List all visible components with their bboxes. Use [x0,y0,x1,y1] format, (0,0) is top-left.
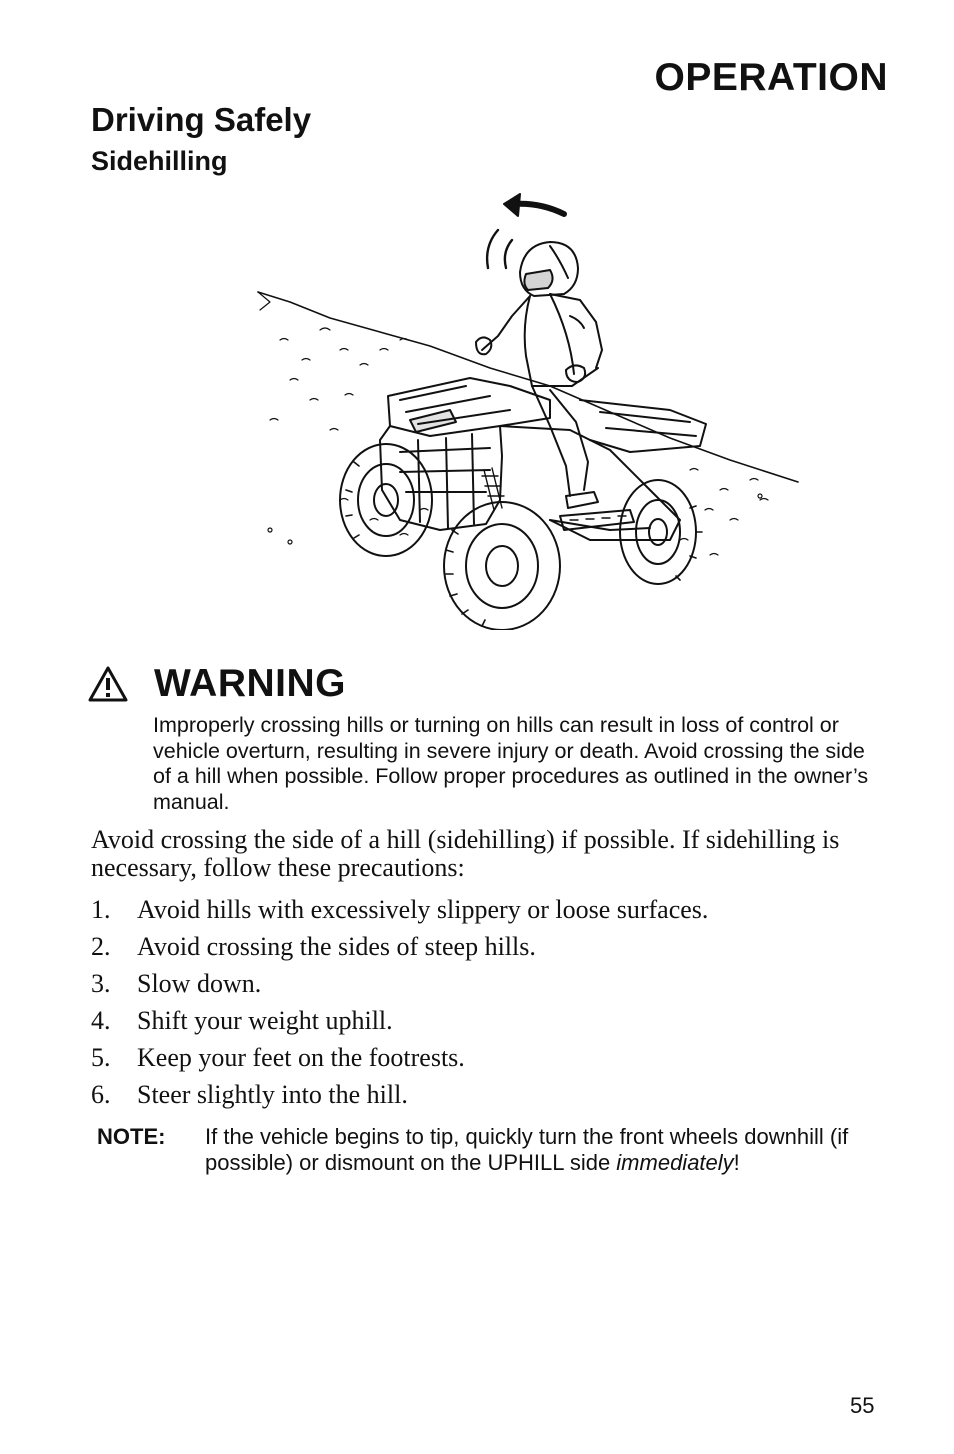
page-subheading: Sidehilling [91,146,228,176]
list-item [91,895,881,932]
list-item-number: 6. [91,1080,111,1109]
intro-paragraph: Avoid crossing the side of a hill (sidehilling) if possible. If sidehilling is necessary, follow these precautions: [91,825,840,882]
list-item-text: Slow down. [137,969,262,998]
note-label: NOTE: [97,1124,166,1149]
list-item [91,1006,881,1043]
note-text-end: ! [733,1150,740,1175]
list-item-text: Shift your weight uphill. [137,1006,393,1035]
page-number: 55 [850,1393,875,1418]
list-item-text: Steer slightly into the hill. [137,1080,408,1109]
list-item-text: Keep your feet on the footrests. [137,1043,465,1072]
list-item-number: 1. [91,895,111,924]
note-text [205,1124,855,1176]
note-text-emphasis: immediately [616,1150,734,1175]
list-item [91,932,881,969]
page-heading: Driving Safely [91,101,312,138]
list-item [91,969,881,1006]
list-item [91,1043,881,1080]
section-title: OPERATION [654,56,888,99]
atv-sidehilling-illustration [250,190,810,630]
list-item-number: 2. [91,932,111,961]
list-item-number: 4. [91,1006,111,1035]
warning-title: WARNING [154,662,346,705]
list-item-number: 3. [91,969,111,998]
list-item-text: Avoid hills with excessively slippery or loose surfaces. [137,895,709,924]
list-item-text: Avoid crossing the sides of steep hills. [137,932,536,961]
warning-triangle-icon [88,666,128,702]
precautions-list [91,895,881,1117]
list-item [91,1080,881,1117]
list-item-number: 5. [91,1043,111,1072]
note-text-main: If the vehicle begins to tip, quickly turn the front wheels downhill (if possible) or dismount on the UPHILL side [205,1124,849,1175]
warning-text: Improperly crossing hills or turning on hills can result in loss of control or vehicle overturn, resulting in severe injury or death. Avoid crossing the side of a hill when possible. Follow proper procedures as outlined in the owner’s manual. [153,713,869,814]
